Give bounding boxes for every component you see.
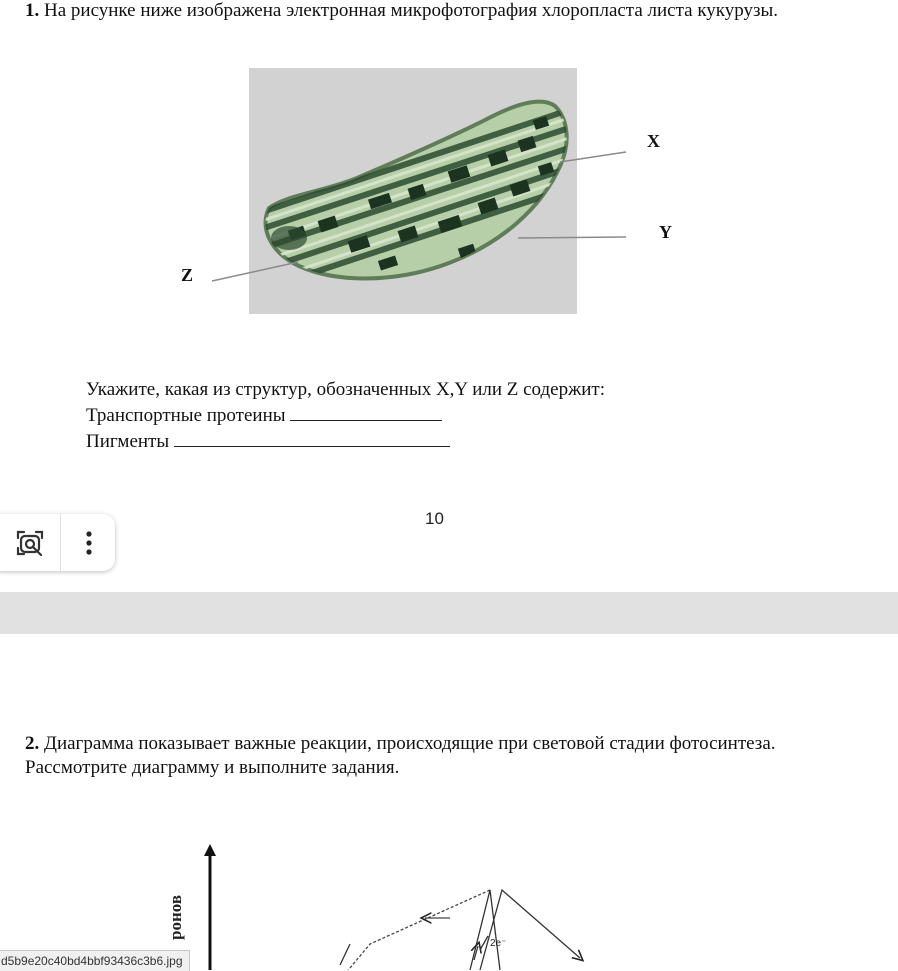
more-vertical-icon: [74, 524, 104, 562]
question-2-text: [25, 732, 776, 780]
more-options-button[interactable]: [74, 524, 104, 562]
lens-search-button[interactable]: [12, 526, 48, 560]
electron-path-dashed: [340, 890, 490, 970]
label-x: X: [647, 131, 660, 151]
electron-label: 2e⁻: [490, 938, 507, 949]
question-1-text: [25, 0, 778, 23]
toolbar-divider: [60, 514, 61, 571]
floating-toolbar: [0, 514, 115, 571]
answer-blank-pigments[interactable]: [174, 428, 450, 447]
question-1-body: На рисунке ниже изображена электронная микрофотография хлоропласта листа кукурузы.: [44, 0, 779, 21]
task-1-item-pigments-label: Пигменты: [86, 431, 170, 452]
question-2-line-2: Рассмотрите диаграмму и выполните задания.: [25, 757, 400, 778]
task-1-item-transport: [86, 402, 605, 428]
label-z: Z: [181, 265, 194, 285]
lens-search-icon: [12, 526, 48, 560]
label-y: Y: [659, 222, 672, 242]
task-1-item-transport-label: Транспортные протеины: [86, 405, 286, 426]
filename-tooltip: d5b9e20c40bd4bbf93436c3b6.jpg: [0, 950, 190, 971]
chloroplast-drawing: [249, 68, 577, 314]
task-1-prompt: Укажите, какая из структур, обозначенных X,Y или Z содержит:: [86, 379, 605, 400]
light-reaction-diagram: [150, 840, 600, 970]
page-separator: [0, 592, 898, 634]
task-1-item-pigments: [86, 428, 605, 454]
question-2-line-1: Диаграмма показывает важные реакции, происходящие при световой стадии фотосинтеза.: [44, 733, 776, 754]
question-1-number: 1.: [25, 0, 40, 21]
answer-blank-transport[interactable]: [290, 402, 442, 421]
page-number: 10: [425, 509, 444, 528]
axis-label-fragment: ронов: [166, 894, 185, 940]
axis-arrowhead: [204, 844, 216, 856]
electron-path-left: [340, 944, 350, 965]
chloroplast-micrograph: [249, 68, 577, 314]
task-1: [86, 378, 605, 454]
question-2-number: 2.: [25, 733, 40, 754]
